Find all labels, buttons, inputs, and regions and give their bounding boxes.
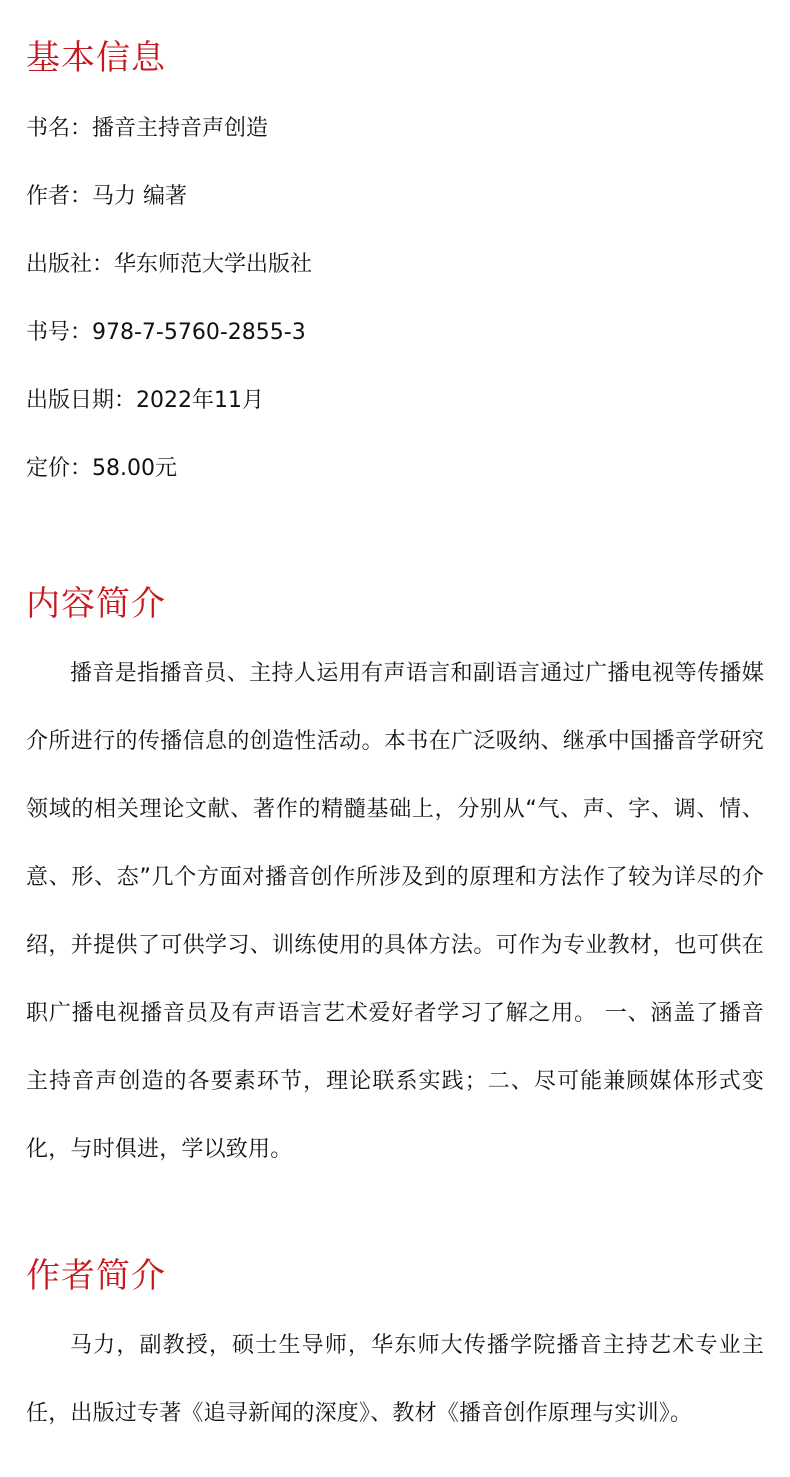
publish-date-line: 出版日期：2022年11月 [26, 388, 264, 413]
intro-heading: 内容简介 [26, 584, 166, 624]
author-line: 作者：马力 编著 [26, 184, 187, 209]
author-paragraph: 马力，副教授，硕士生导师，华东师大传播学院播音主持艺术专业主任，出版过专著《追寻新闻的深度》、教材《播音创作原理与实训》。 [26, 1333, 764, 1426]
intro-paragraph: 播音是指播音员、主持人运用有声语言和副语言通过广播电视等传播媒介所进行的传播信息的创造性活动。本书在广泛吸纳、继承中国播音学研究领域的相关理论文献、著作的精髓基础上，分别从“气、声、字、调、情、意、形、态”几个方面对播音创作所涉及到的原理和方法作了较为详尽的介绍，并提供了可供学习、训练使用的具体方法。可作为专业教材，也可供在职广播电视播音员及有声语言艺术爱好者学习了解之用。 一、涵盖了播音主持音声创造的各要素环节，理论联系实践；二、尽可能兼顾媒体形式变化，与时俱进，学以致用。 [26, 661, 764, 1162]
author-heading: 作者简介 [26, 1256, 166, 1296]
isbn-line: 书号：978-7-5760-2855-3 [26, 320, 306, 345]
basic-info-heading: 基本信息 [26, 38, 166, 78]
price-line: 定价：58.00元 [26, 456, 177, 481]
book-title-line: 书名：播音主持音声创造 [26, 116, 269, 141]
publisher-line: 出版社：华东师范大学出版社 [26, 252, 313, 277]
